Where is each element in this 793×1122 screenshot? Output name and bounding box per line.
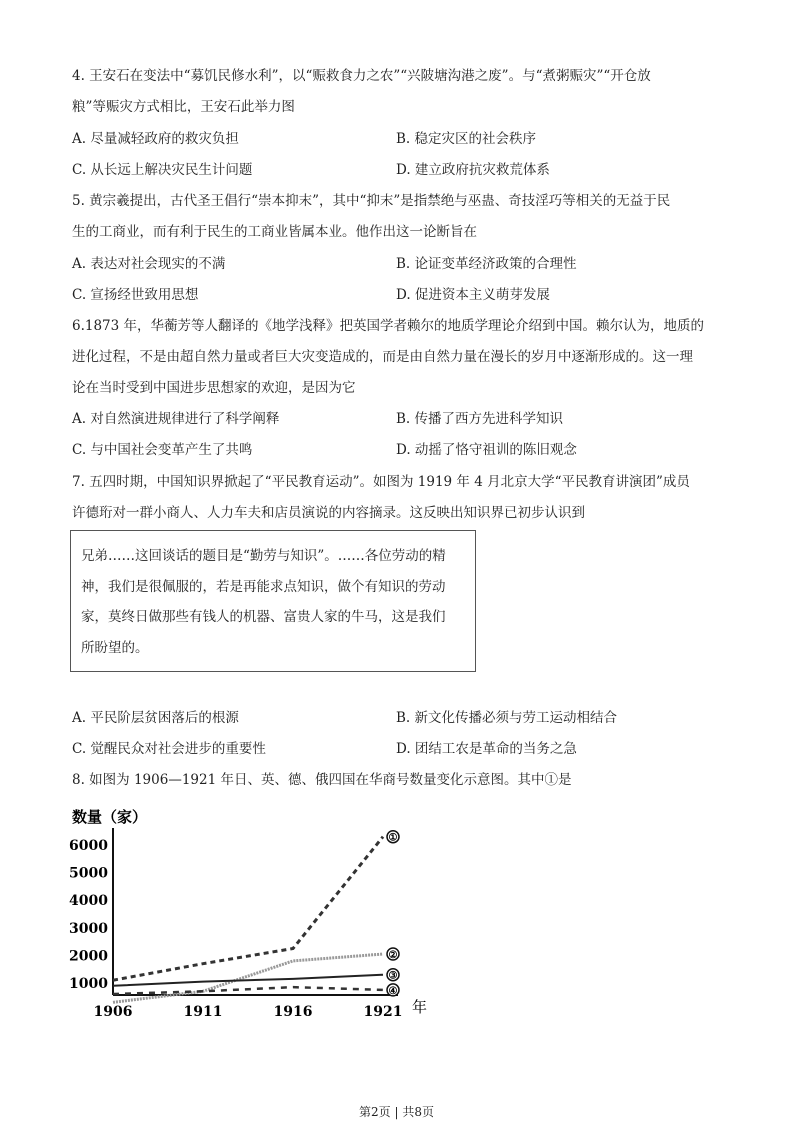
q6-line-2: 进化过程，不是由超自然力量或者巨大灾变造成的，而是由自然力量在漫长的岁月中逐渐形成的。这一理: [72, 349, 693, 365]
x-tick-label: 1921: [363, 1004, 403, 1020]
quote-line: 神，我们是很佩服的，若是再能求点知识，做个有知识的劳动: [81, 579, 446, 595]
series-label: ②: [388, 950, 398, 962]
q6-option-b: B. 传播了西方先进科学知识: [396, 411, 564, 427]
x-tick-label: 1916: [273, 1004, 313, 1020]
q5-option-a: A. 表达对社会现实的不满: [72, 256, 226, 272]
q7-option-a: A. 平民阶层贫困落后的根源: [72, 710, 239, 726]
q4-option-a: A. 尽量减轻政府的救灾负担: [72, 131, 239, 147]
page-footer: 第2页 | 共8页: [359, 1105, 434, 1119]
q4-option-b: B. 稳定灾区的社会秩序: [396, 131, 537, 147]
q5-option-d: D. 促进资本主义萌芽发展: [396, 287, 550, 303]
q5-option-c: C. 宣扬经世致用思想: [72, 287, 199, 303]
quote-line: 所盼望的。: [81, 640, 149, 656]
q7-quote-box: [70, 530, 476, 672]
q6-line-1: 6.1873 年，华蘅芳等人翻译的《地学浅释》把英国学者赖尔的地质学理论介绍到中国。赖尔认为，地质的: [72, 318, 705, 334]
q7-line-2: 许德珩对一群小商人、人力车夫和店员演说的内容摘录。这反映出知识界已初步认识到: [72, 505, 585, 521]
series-label: ③: [388, 970, 398, 982]
series-line-1: [113, 837, 383, 981]
q5-line-2: 生的工商业，而有利于民生的工商业皆属本业。他作出这一论断旨在: [72, 224, 477, 240]
x-tick-label: 1911: [183, 1004, 223, 1020]
q7-option-d: D. 团结工农是革命的当务之急: [396, 741, 577, 757]
q8-line-1: 8. 如图为 1906—1921 年日、英、德、俄四国在华商号数量变化示意图。其中①是: [72, 772, 572, 788]
q4-line-2: 粮”等赈灾方式相比，王安石此举力图: [72, 99, 295, 115]
merchant-count-chart: [60, 800, 430, 1030]
y-tick-label: 1000: [69, 976, 108, 992]
q6-line-3: 论在当时受到中国进步思想家的欢迎，是因为它: [72, 380, 356, 396]
quote-line: 兄弟……这回谈话的题目是“勤劳与知识”。……各位劳动的精: [81, 548, 446, 564]
x-axis-label: 年: [412, 998, 428, 1016]
q4-line-1: 4. 王安石在变法中“募饥民修水利”，以“赈救食力之农”“兴陂塘沟港之废”。与“煮粥赈灾”“开仓放: [72, 68, 651, 84]
y-tick-label: 5000: [69, 865, 108, 882]
q4-option-d: D. 建立政府抗灾救荒体系: [396, 162, 550, 178]
q7-option-c: C. 觉醒民众对社会进步的重要性: [72, 741, 266, 757]
q7-option-b: B. 新文化传播必须与劳工运动相结合: [396, 710, 618, 726]
q7-line-1: 7. 五四时期，中国知识界掀起了“平民教育运动”。如图为 1919 年 4 月北京大学“平民教育讲演团”成员: [72, 474, 690, 490]
series-label: ④: [388, 985, 398, 997]
series-line-4: [113, 987, 383, 994]
y-tick-label: 6000: [69, 838, 108, 854]
q5-option-b: B. 论证变革经济政策的合理性: [396, 256, 577, 272]
q6-option-c: C. 与中国社会变革产生了共鸣: [72, 442, 253, 458]
y-tick-label: 3000: [69, 920, 108, 937]
quote-line: 家，莫终日做那些有钱人的机器、富贵人家的牛马，这是我们: [81, 609, 446, 625]
q6-option-a: A. 对自然演进规律进行了科学阐释: [72, 411, 280, 427]
y-tick-label: 2000: [69, 948, 108, 965]
series-label: ①: [388, 832, 398, 844]
y-tick-label: 4000: [69, 893, 108, 910]
q6-option-d: D. 动摇了恪守祖训的陈旧观念: [396, 442, 577, 458]
y-axis-label: 数量（家）: [72, 808, 148, 826]
x-tick-label: 1906: [93, 1004, 133, 1020]
q4-option-c: C. 从长远上解决灾民生计问题: [72, 162, 253, 178]
q5-line-1: 5. 黄宗羲提出，古代圣王倡行“崇本抑末”，其中“抑末”是指禁绝与巫蛊、奇技淫巧等相关的无益于民: [72, 193, 671, 209]
